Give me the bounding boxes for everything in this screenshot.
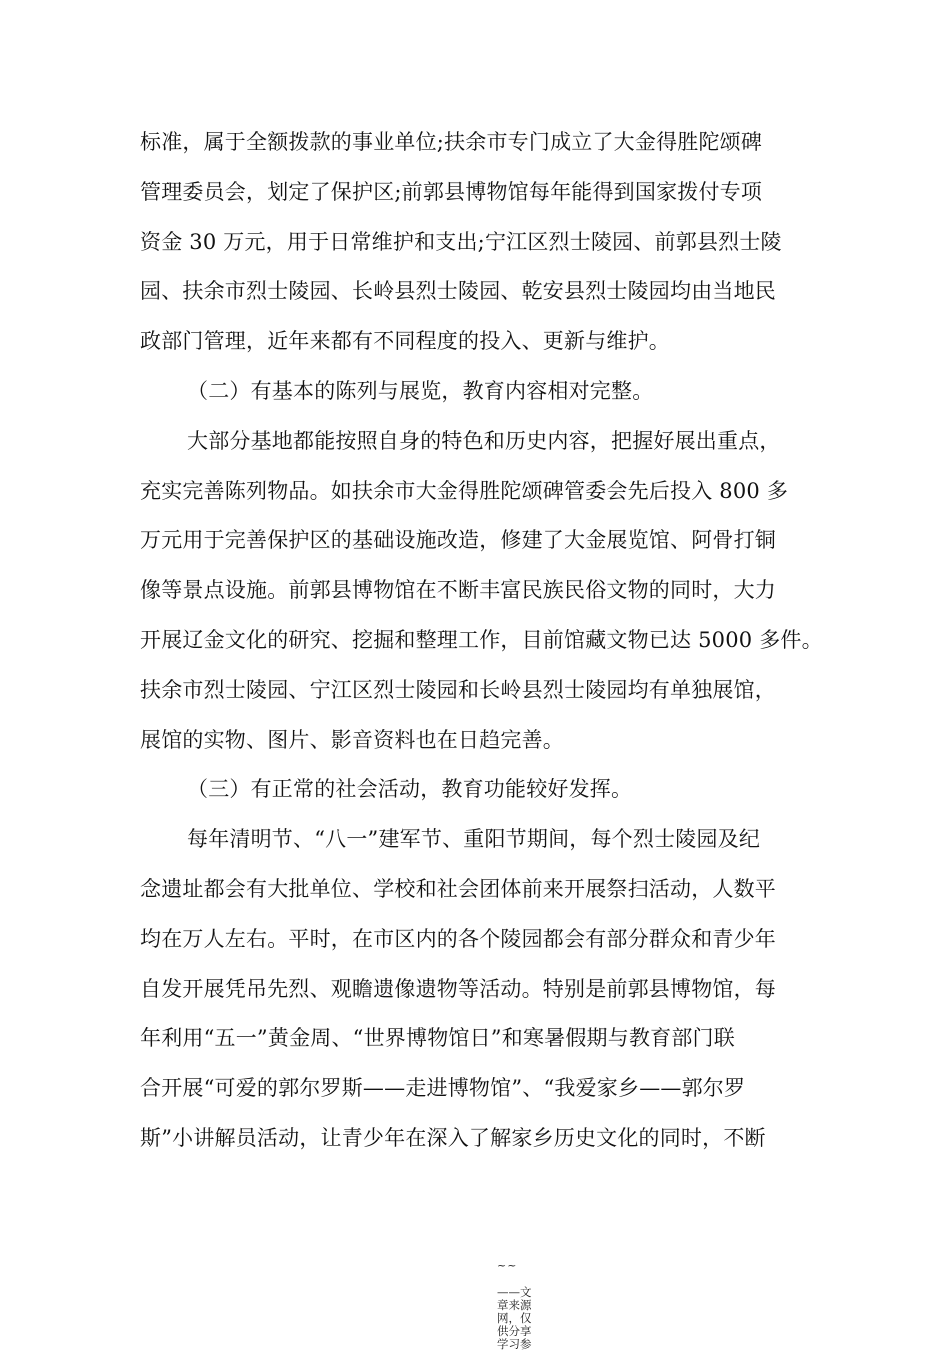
text-line: （二）有基本的陈列与展览，教育内容相对完整。 [187,378,654,403]
footer-source-note: ——文 章来源 网，仅 供分享 学习参 [497,1284,532,1352]
text-line: 园、扶余市烈士陵园、长岭县烈士陵园、乾安县烈士陵园均由当地民 [140,279,776,304]
text-line: 万元用于完善保护区的基础设施改造，修建了大金展览馆、阿骨打铜 [140,528,776,553]
document-body [140,118,840,1164]
text-line: （三）有正常的社会活动，教育功能较好发挥。 [187,777,633,802]
page-footer [497,1246,547,1352]
text-line: 充实完善陈列物品。如扶余市大金得胜陀颂碑管委会先后投入 800 多 [140,478,789,503]
text-line: 斯”小讲解员活动，让青少年在深入了解家乡历史文化的同时，不断 [140,1125,766,1150]
text-line: 展馆的实物、图片、影音资料也在日趋完善。 [140,727,564,752]
footer-mark: ~~ [497,1259,518,1273]
text-line: 扶余市烈士陵园、宁江区烈士陵园和长岭县烈士陵园均有单独展馆， [140,677,776,702]
text-line: 每年清明节、“八一”建军节、重阳节期间，每个烈士陵园及纪 [187,827,761,852]
text-line: 管理委员会，划定了保护区;前郭县博物馆每年能得到国家拨付专项 [140,179,763,204]
text-line: 像等景点设施。前郭县博物馆在不断丰富民族民俗文物的同时，大力 [140,578,776,603]
text-line: 开展辽金文化的研究、挖掘和整理工作，目前馆藏文物已达 5000 多件。 [140,627,823,652]
text-line: 政部门管理，近年来都有不同程度的投入、更新与维护。 [140,329,670,354]
text-line: 大部分基地都能按照自身的特色和历史内容，把握好展出重点， [187,428,781,453]
text-line: 均在万人左右。平时，在市区内的各个陵园都会有部分群众和青少年 [140,926,776,951]
text-line: 合开展“可爱的郭尔罗斯——走进博物馆”、“我爱家乡——郭尔罗 [140,1076,746,1101]
text-line: 资金 30 万元，用于日常维护和支出;宁江区烈士陵园、前郭县烈士陵 [140,229,782,254]
text-line: 念遗址都会有大批单位、学校和社会团体前来开展祭扫活动，人数平 [140,876,776,901]
text-line: 标准，属于全额拨款的事业单位;扶余市专门成立了大金得胜陀颂碑 [140,130,763,154]
text-line: 年利用“五一”黄金周、“世界博物馆日”和寒暑假期与教育部门联 [140,1026,735,1051]
text-line: 自发开展凭吊先烈、观瞻遗像遗物等活动。特别是前郭县博物馆，每 [140,976,776,1001]
